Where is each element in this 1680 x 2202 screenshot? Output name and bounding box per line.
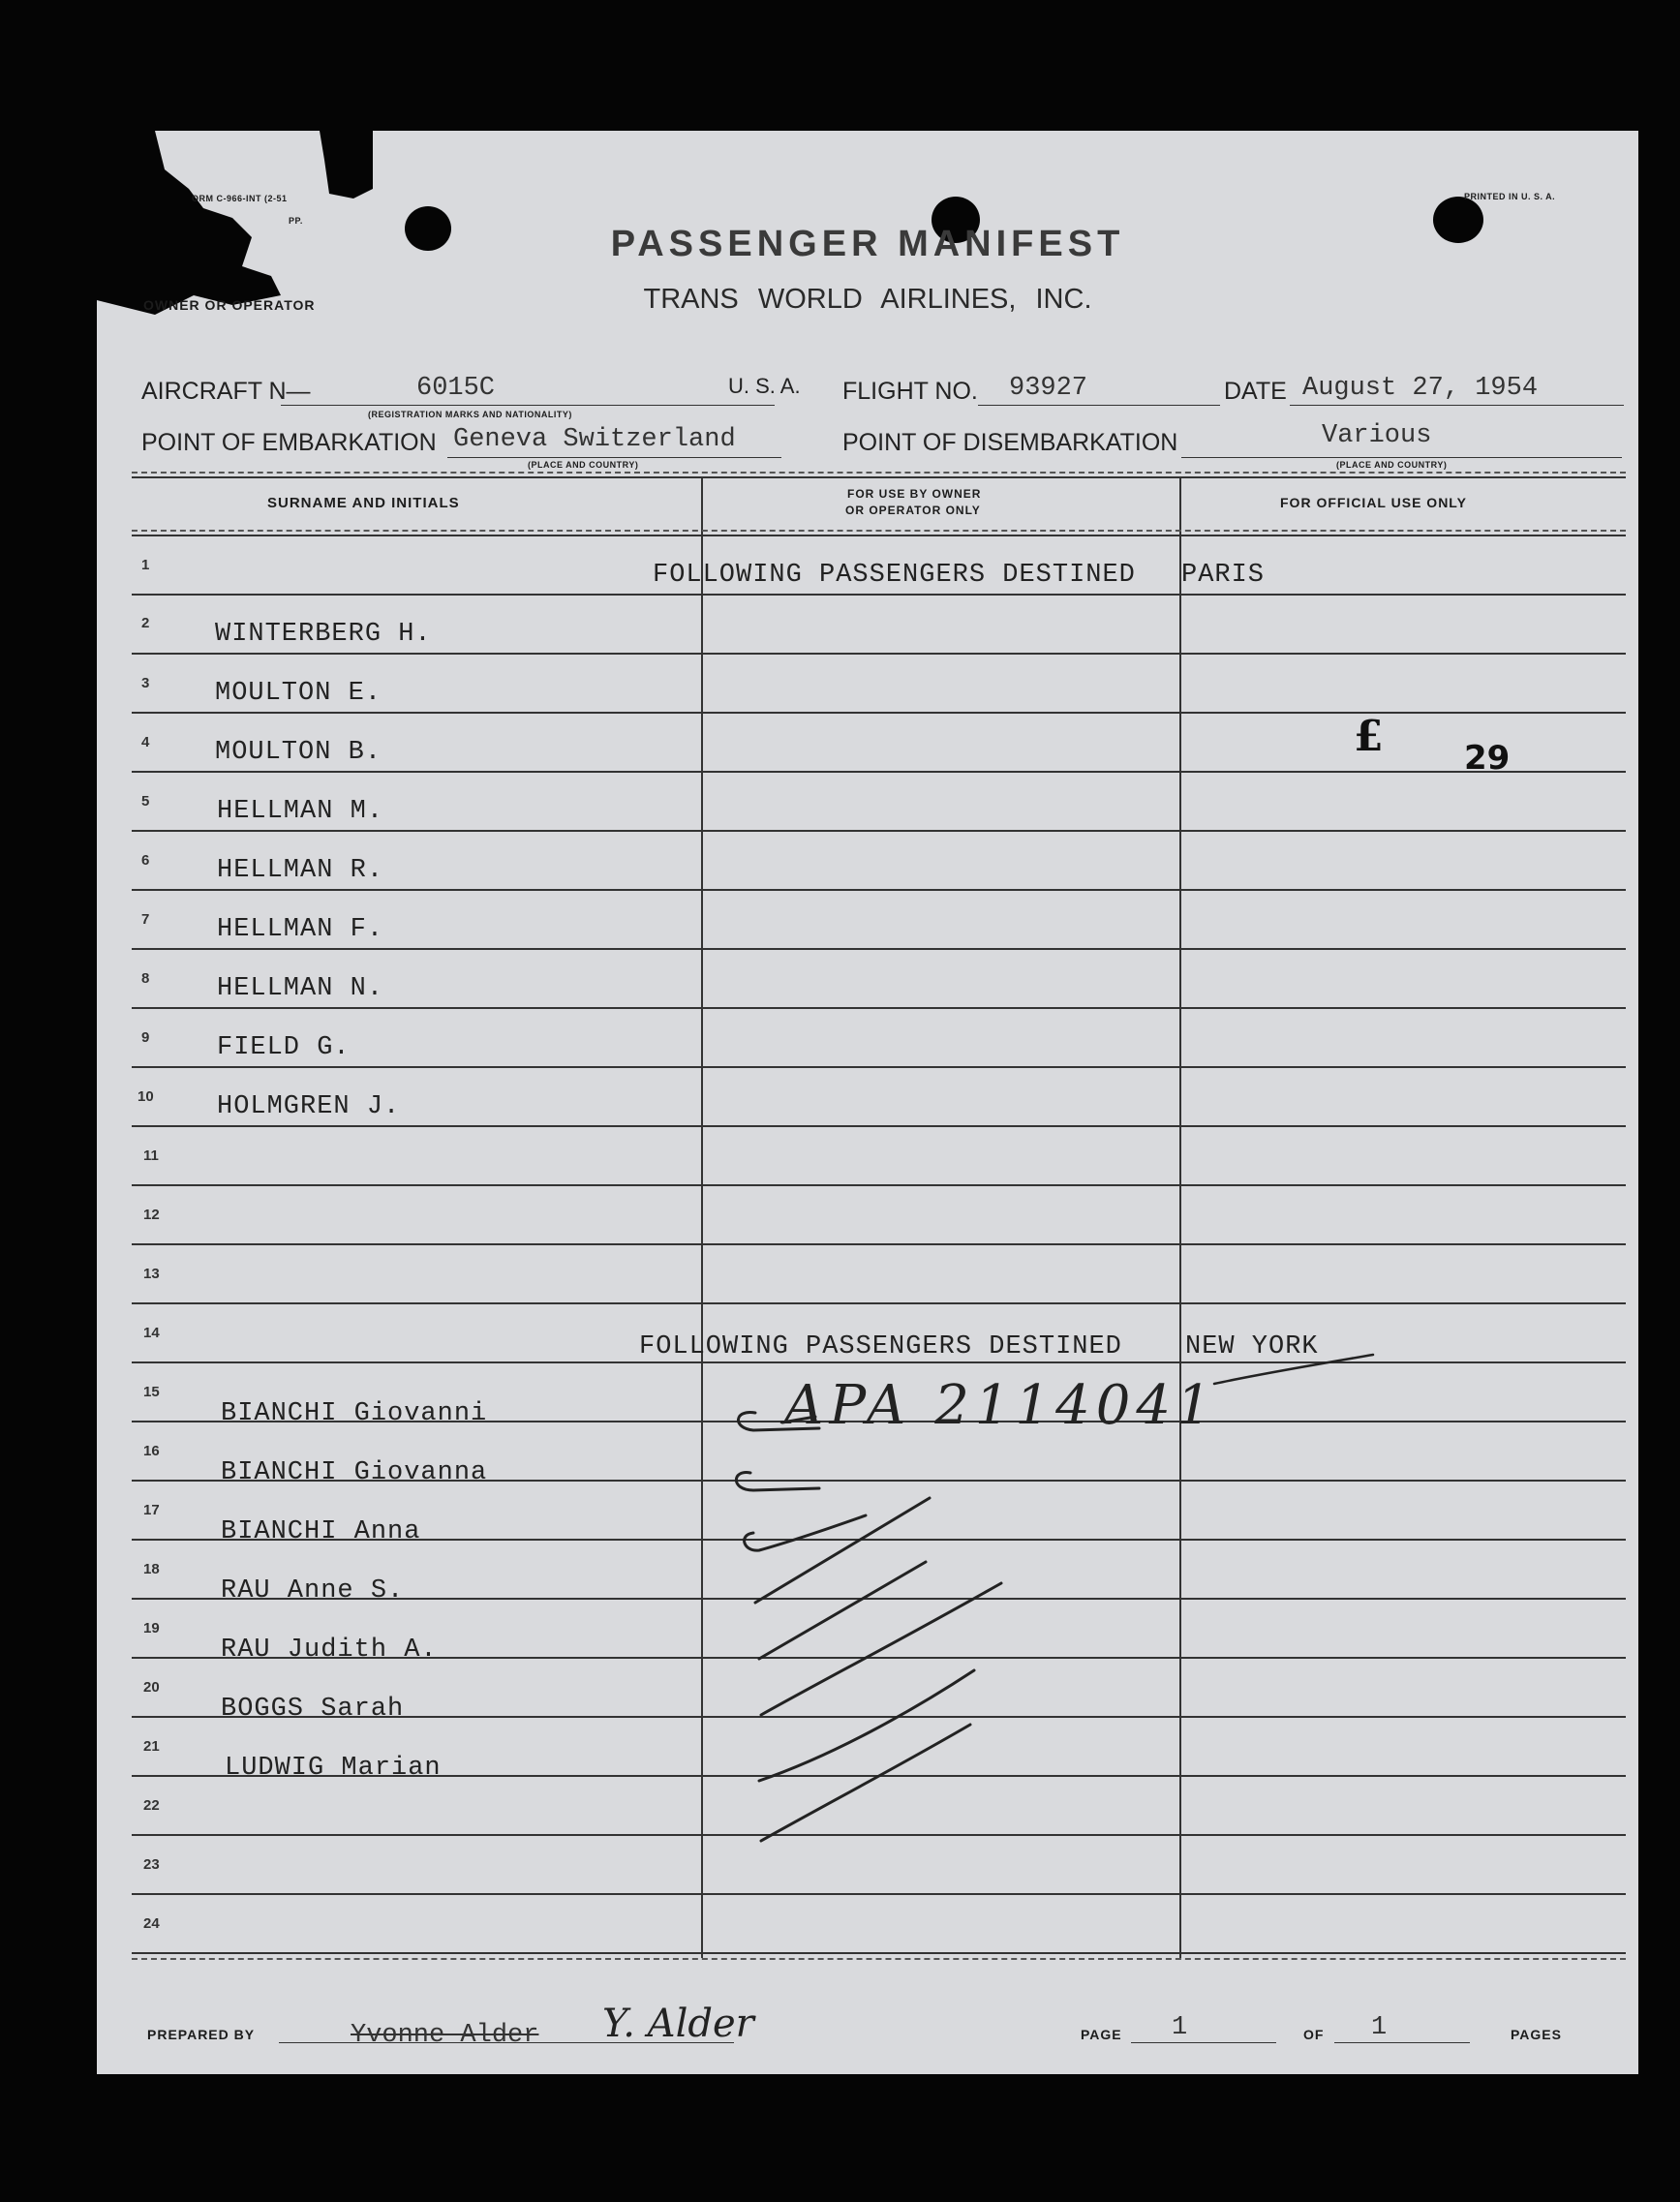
row-number: 17 [143, 1502, 160, 1518]
row-number: 9 [141, 1029, 150, 1046]
column-owner-line1: FOR USE BY OWNER [847, 487, 982, 501]
embarkation-value: Geneva Switzerland [453, 425, 736, 454]
row-number: 14 [143, 1325, 160, 1341]
form-pp: PP. [289, 216, 303, 226]
form-id: ORM C-966-INT (2-51 [192, 194, 288, 203]
row-number: 24 [143, 1915, 160, 1932]
column-official: FOR OFFICIAL USE ONLY [1280, 495, 1467, 510]
newyork-underline-stroke [1210, 1353, 1385, 1392]
passenger-name: RAU Judith A. [221, 1636, 438, 1665]
disembarkation-label: POINT OF DISEMBARKATION [842, 429, 1178, 456]
date-value: August 27, 1954 [1302, 374, 1539, 403]
passenger-name: LUDWIG Marian [225, 1754, 442, 1783]
embarkation-caption: (PLACE AND COUNTRY) [528, 460, 639, 470]
embarkation-label: POINT OF EMBARKATION [141, 429, 437, 456]
disembarkation-value: Various [1322, 421, 1432, 450]
row-number: 8 [141, 970, 150, 987]
passenger-name: HELLMAN N. [217, 974, 384, 1003]
printed-in-usa: PRINTED IN U. S. A. [1464, 192, 1556, 201]
group-paris-text: FOLLOWING PASSENGERS DESTINED [653, 561, 1136, 590]
row-number: 1 [141, 557, 150, 573]
page-label: PAGE [1081, 2027, 1122, 2042]
manifest-title: PASSENGER MANIFEST [610, 224, 1125, 264]
of-value: 1 [1371, 2013, 1388, 2042]
registration-caption: (REGISTRATION MARKS AND NATIONALITY) [368, 410, 572, 419]
row-number: 23 [143, 1856, 160, 1873]
passenger-name: BOGGS Sarah [221, 1695, 405, 1724]
aircraft-label: AIRCRAFT N— [141, 378, 311, 405]
row15-handwriting: APA 2114041 [784, 1374, 1217, 1437]
passenger-name: MOULTON E. [215, 679, 382, 708]
manifest-sheet [97, 131, 1638, 2074]
row-number: 18 [143, 1561, 160, 1577]
passenger-name: BIANCHI Giovanna [221, 1458, 488, 1487]
row4-mark: £ [1354, 712, 1384, 761]
aircraft-value: 6015C [416, 374, 496, 403]
preparer-signature: Y. Alder [602, 2002, 754, 2046]
of-label: OF [1303, 2027, 1325, 2042]
row-number: 5 [141, 793, 150, 810]
row-number: 22 [143, 1797, 160, 1814]
row-number: 6 [141, 852, 150, 869]
passenger-name: HOLMGREN J. [217, 1092, 401, 1121]
flight-number-value: 93927 [1009, 374, 1088, 403]
passenger-name: WINTERBERG H. [215, 620, 432, 649]
passenger-name: MOULTON B. [215, 738, 382, 767]
row-number: 15 [143, 1384, 160, 1400]
row-number: 10 [137, 1088, 154, 1105]
row-number: 2 [141, 615, 150, 631]
group-paris-city: PARIS [1181, 561, 1266, 590]
row-number: 20 [143, 1679, 160, 1696]
passenger-name: BIANCHI Giovanni [221, 1399, 488, 1428]
row-number: 21 [143, 1738, 160, 1755]
page-value: 1 [1172, 2013, 1188, 2042]
owner-operator-label: OWNER OR OPERATOR [143, 297, 316, 313]
date-label: DATE [1224, 378, 1287, 405]
row-number: 19 [143, 1620, 160, 1636]
group-newyork-text: FOLLOWING PASSENGERS DESTINED [639, 1332, 1122, 1361]
passenger-name: HELLMAN M. [217, 797, 384, 826]
column-owner-line2: OR OPERATOR ONLY [845, 504, 981, 517]
nationality: U. S. A. [728, 374, 801, 398]
passenger-name: HELLMAN R. [217, 856, 384, 885]
pages-label: PAGES [1511, 2027, 1562, 2042]
row-number: 7 [141, 911, 150, 928]
group-newyork-city: NEW YORK [1185, 1332, 1319, 1361]
airline-name: TRANS WORLD AIRLINES, INC. [643, 284, 1092, 315]
row4-number: 29 [1464, 739, 1511, 778]
row-number: 13 [143, 1266, 160, 1282]
row-number: 3 [141, 675, 150, 691]
flight-number-label: FLIGHT NO. [842, 378, 978, 405]
passenger-name: HELLMAN F. [217, 915, 384, 944]
column-surname: SURNAME AND INITIALS [267, 495, 460, 511]
passenger-name: FIELD G. [217, 1033, 351, 1062]
row-number: 4 [141, 734, 150, 750]
row-number: 16 [143, 1443, 160, 1459]
checkmark-strokes [639, 1370, 1094, 1912]
row-number: 12 [143, 1207, 160, 1223]
prepared-by-label: PREPARED BY [147, 2027, 256, 2042]
disembarkation-caption: (PLACE AND COUNTRY) [1336, 460, 1448, 470]
row-number: 11 [143, 1147, 159, 1164]
prepared-by-value: Yvonne Alder [351, 2021, 539, 2050]
passenger-name: RAU Anne S. [221, 1576, 405, 1606]
passenger-name: BIANCHI Anna [221, 1517, 421, 1546]
